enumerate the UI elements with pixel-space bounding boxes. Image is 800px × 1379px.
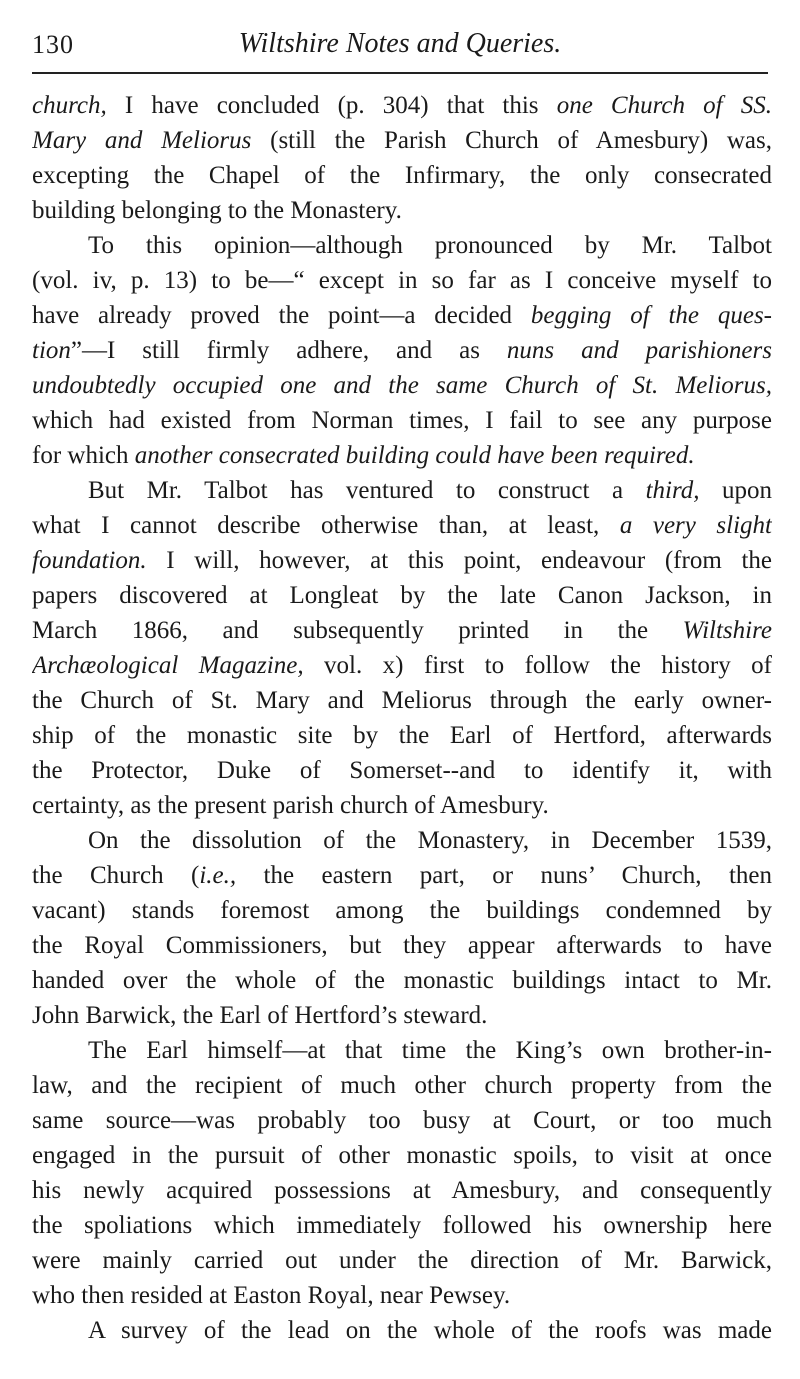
text-line (32, 858, 772, 893)
text-line (32, 1243, 772, 1278)
text-line (32, 718, 772, 753)
text-line (32, 88, 772, 123)
italic-text: Archæological Magazine, (32, 652, 304, 679)
text-line (32, 403, 772, 438)
italic-text: tion (32, 337, 71, 364)
text-run: ”—I still firmly adhere, and as (70, 337, 507, 364)
text-run: the Royal Commissioners, but they appear afterwards to have (32, 932, 772, 959)
italic-text: church, (32, 92, 107, 119)
text-run: (vol. iv, p. 13) to be—“ except in so far as I conceive myself to (32, 267, 772, 294)
running-title: Wiltshire Notes and Queries. (238, 28, 562, 59)
text-run: But Mr. Talbot has ventured to construct a (88, 477, 646, 504)
text-line (32, 1278, 772, 1313)
text-run: have already proved the point—a decided (32, 302, 531, 329)
italic-text: third, (645, 477, 700, 504)
text-line (32, 1138, 772, 1173)
italic-text: Wiltshire (682, 617, 772, 644)
page-number: 130 (32, 30, 74, 59)
text-line (32, 1033, 772, 1068)
text-line (32, 473, 772, 508)
text-line (32, 228, 772, 263)
page-header (32, 20, 768, 74)
text-run: I have concluded (p. 304) that this (106, 92, 557, 119)
text-line (32, 543, 772, 578)
text-run: who then resided at Easton Royal, near Pewsey. (32, 1282, 511, 1309)
text-run: excepting the Chapel of the Infirmary, the only consecrated (32, 162, 772, 189)
italic-text: Mary and Meliorus (32, 127, 252, 154)
text-run: John Barwick, the Earl of Hertford’s steward. (32, 1002, 488, 1029)
text-run: The Earl himself—at that time the King’s own brother-in- (88, 1037, 772, 1064)
text-line (32, 438, 772, 473)
text-line (32, 1103, 772, 1138)
text-line (32, 578, 772, 613)
text-run: his newly acquired possessions at Amesbury, and consequently (32, 1177, 772, 1204)
text-run: the eastern part, or nuns’ Church, then (236, 862, 772, 889)
text-run: To this opinion—although pronounced by Mr. Talbot (88, 232, 772, 259)
italic-text: undoubtedly occupied one and the same Church of St. Meliorus, (32, 372, 772, 399)
text-line (32, 648, 772, 683)
text-line (32, 193, 772, 228)
text-line (32, 298, 772, 333)
text-run: for which (32, 442, 135, 469)
text-line (32, 123, 772, 158)
text-run: upon (699, 477, 772, 504)
italic-text: i.e., (199, 862, 237, 889)
italic-text: nuns and parishioners (506, 337, 772, 364)
text-line (32, 683, 772, 718)
text-line (32, 1313, 772, 1348)
text-run: certainty, as the present parish church of Amesbury. (32, 792, 549, 819)
text-run: March 1866, and subsequently printed in the (32, 617, 683, 644)
text-run: A survey of the lead on the whole of the roofs was made (88, 1317, 772, 1344)
text-run: law, and the recipient of much other church property from the (32, 1072, 772, 1099)
text-line (32, 333, 772, 368)
text-line (32, 823, 772, 858)
text-run: ship of the monastic site by the Earl of Hertford, afterwards (32, 722, 772, 749)
text-run: the Church of St. Mary and Meliorus through the early owner- (32, 687, 772, 714)
text-run: vol. x) first to follow the history of (303, 652, 772, 679)
text-line (32, 928, 772, 963)
text-line (32, 1208, 772, 1243)
text-run: the Church ( (32, 862, 200, 889)
text-line (32, 158, 772, 193)
text-line (32, 613, 772, 648)
text-line (32, 368, 772, 403)
text-run: engaged in the pursuit of other monastic spoils, to visit at once (32, 1142, 772, 1169)
text-line (32, 788, 772, 823)
text-run: I will, however, at this point, endeavour (from the (146, 547, 772, 574)
text-run: which had existed from Norman times, I fail to see any purpose (32, 407, 772, 434)
text-line (32, 1068, 772, 1103)
text-run: same source—was probably too busy at Court, or too much (32, 1107, 772, 1134)
text-run: were mainly carried out under the direction of Mr. Barwick, (32, 1247, 772, 1274)
body-text (32, 88, 772, 1348)
text-run: papers discovered at Longleat by the late Canon Jackson, in (32, 582, 772, 609)
text-run: On the dissolution of the Monastery, in December 1539, (88, 827, 772, 854)
text-run: what I cannot describe otherwise than, at least, (32, 512, 620, 539)
text-line (32, 963, 772, 998)
text-run: the spoliations which immediately followed his ownership here (32, 1212, 772, 1239)
text-line (32, 753, 772, 788)
text-line (32, 998, 772, 1033)
italic-text: one Church of SS. (556, 92, 772, 119)
text-run: the Protector, Duke of Somerset--and to identify it, with (32, 757, 772, 784)
text-line (32, 508, 772, 543)
text-run: building belonging to the Monastery. (32, 197, 402, 224)
text-run: handed over the whole of the monastic buildings intact to Mr. (32, 967, 772, 994)
italic-text: a very slight (619, 512, 772, 539)
text-run: vacant) stands foremost among the buildings condemned by (32, 897, 772, 924)
italic-text: another consecrated building could have been required. (134, 442, 695, 469)
italic-text: foundation. (32, 547, 147, 574)
text-line (32, 263, 772, 298)
text-line (32, 893, 772, 928)
italic-text: begging of the ques- (530, 302, 772, 329)
text-run: (still the Parish Church of Amesbury) was, (251, 127, 772, 154)
text-line (32, 1173, 772, 1208)
